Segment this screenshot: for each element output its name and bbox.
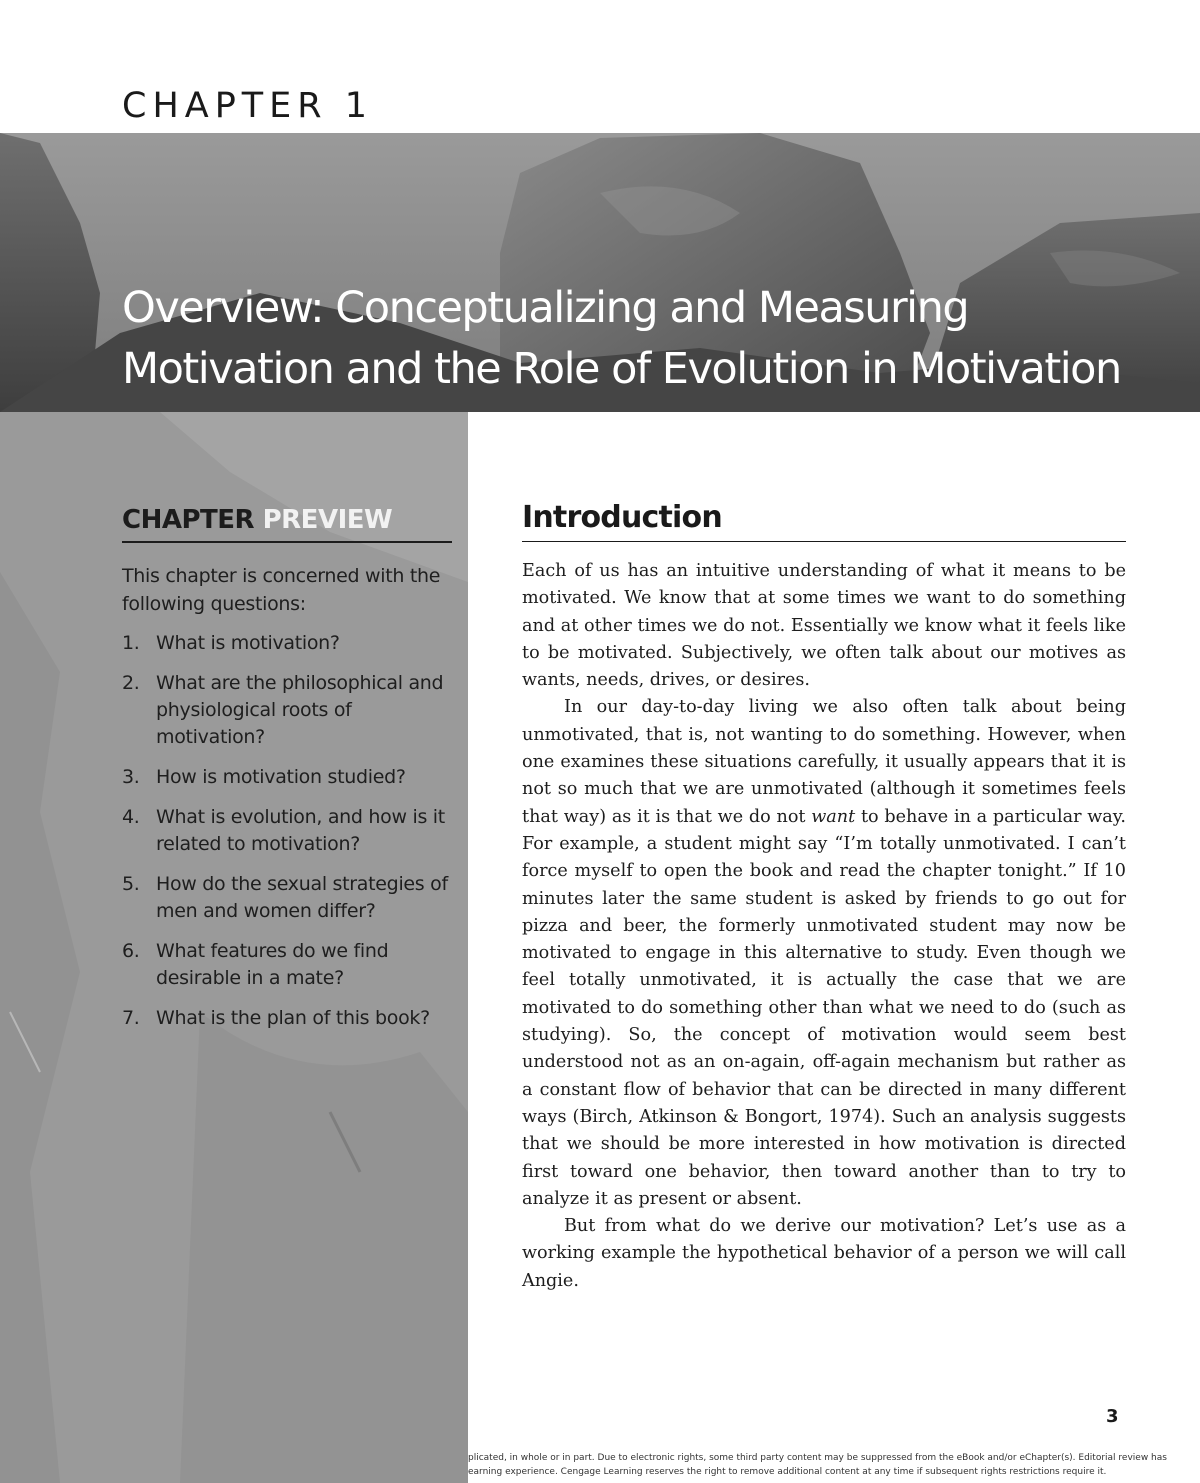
question-text: What features do we find desirable in a mate? [156,940,389,989]
list-item [122,630,462,657]
question-number: 5. [122,873,140,895]
question-number: 4. [122,806,140,828]
question-text: What is evolution, and how is it related to motivation? [156,806,445,855]
question-number: 7. [122,1007,140,1029]
preview-heading-word2: PREVIEW [262,505,393,535]
list-item [122,871,462,925]
chapter-label: CHAPTER 1 [122,86,374,126]
chapter-preview-heading [122,505,452,543]
question-text: How do the sexual strategies of men and women differ? [156,873,448,922]
preview-question-list [122,630,462,1045]
paragraph-2-part1: In our day-to-day living we also often talk about being unmotivated, that is, not wanting to do something. However, when one examines these situations carefully, it usually appears that it is not so much that we are unmotivated (although it sometimes feels that way) as it is that we do not [522,697,1126,827]
list-item [122,1005,462,1032]
copyright-footer [468,1451,1200,1483]
question-number: 6. [122,940,140,962]
question-text: What are the philosophical and physiological roots of motivation? [156,672,444,748]
question-number: 3. [122,766,140,788]
page-number: 3 [1106,1406,1119,1427]
list-item [122,670,462,751]
list-item [122,804,462,858]
question-text: What is the plan of this book? [156,1007,430,1029]
introduction-heading: Introduction [522,500,1126,542]
preview-intro: This chapter is concerned with the following questions: [122,565,441,615]
introduction-body [522,558,1126,1295]
footer-line-2: earning experience. Cengage Learning reserves the right to remove additional content at any time if subsequent rights restrictions require it. [468,1467,1107,1477]
paragraph-3: But from what do we derive our motivation? Let’s use as a working example the hypothetical behavior of a person we will call Angie. [522,1216,1126,1291]
question-text: How is motivation studied? [156,766,406,788]
paragraph-2-emphasis: want [811,806,856,827]
question-number: 2. [122,672,140,694]
preview-heading-word1: CHAPTER [122,505,255,535]
paragraph-1: Each of us has an intuitive understanding of what it means to be motivated. We know that at some times we want to do something and at other times we do not. Essentially we know what it feels like to be motivated. Subjectively, we often talk about our motives as wants, needs, drives, or desires. [522,561,1126,691]
question-number: 1. [122,632,140,654]
question-text: What is motivation? [156,632,340,654]
footer-line-1: plicated, in whole or in part. Due to electronic rights, some third party content may be suppressed from the eBook and/or eChapter(s). Editorial review has [468,1453,1167,1463]
list-item [122,938,462,992]
chapter-title: Overview: Conceptualizing and Measuring Motivation and the Role of Evolution in Motivation [122,283,1121,394]
list-item [122,764,462,791]
paragraph-2 [522,694,1126,1213]
paragraph-2-part2: to behave in a particular way. For example, a student might say “I’m totally unmotivated. I can’t force myself to open the book and read the chapter tonight.” If 10 minutes later the same student is asked by friends to go out for pizza and beer, the formerly unmotivated student may now be motivated to engage in this alternative to study. Even though we feel totally unmotivated, it is actually the case that we are motivated to do something other than what we need to do (such as studying). So, the concept of motivation would seem best understood not as an on-again, off-again mechanism but rather as a constant flow of behavior that can be directed in many different ways (Birch, Atkinson & Bongort, 1974). Such an analysis suggests that we should be more interested in how motivation is directed first toward one behavior, then toward another than to try to analyze it as present or absent. [522,806,1126,1209]
